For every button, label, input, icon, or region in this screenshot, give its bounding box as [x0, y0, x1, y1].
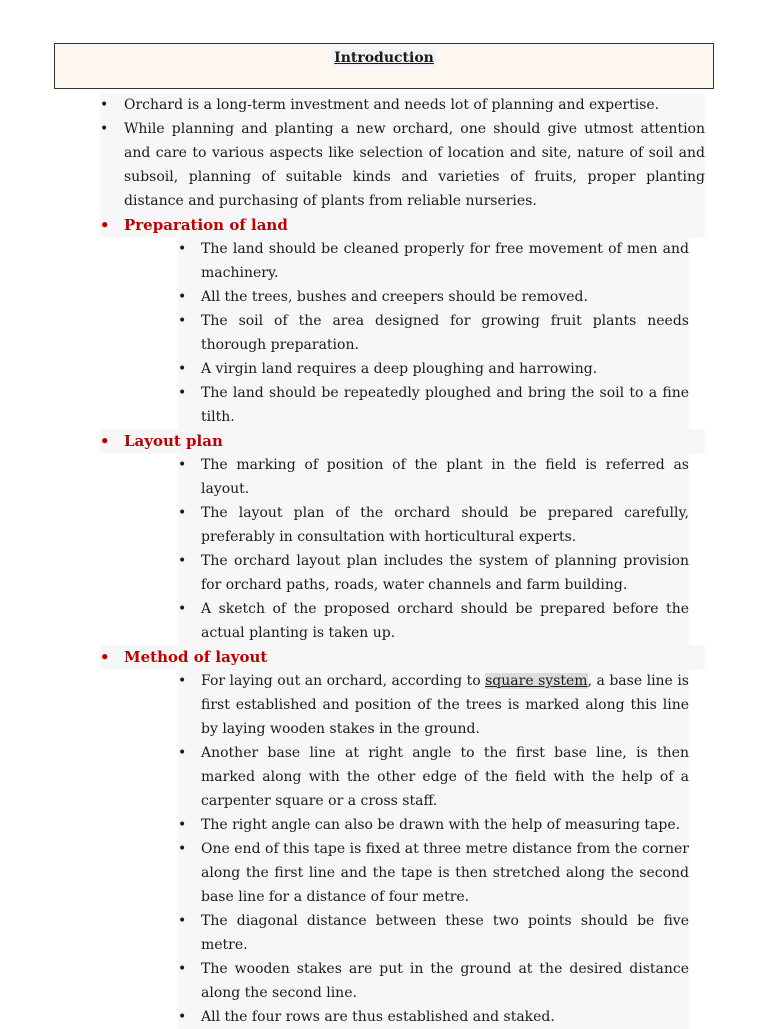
list-item-text: Another base line at right angle to the first base line, is then marked along with the other edge of the field with the help of a carpenter square or a cross staff.	[201, 745, 689, 809]
list-item-text: The orchard layout plan includes the system of planning provision for orchard paths, roads, water channels and farm building.	[201, 553, 689, 593]
list-item-text: The layout plan of the orchard should be prepared carefully, preferably in consultation with horticultural experts.	[201, 505, 689, 545]
bullet-icon: •	[178, 289, 187, 305]
bullet-icon: •	[178, 457, 187, 473]
bullet-icon: •	[178, 361, 187, 377]
section-heading-text: Layout plan	[124, 432, 223, 450]
section-heading-text: Method of layout	[124, 648, 268, 666]
list-item	[178, 957, 689, 1005]
intro-item-1-text: Orchard is a long-term investment and needs lot of planning and expertise.	[124, 97, 660, 113]
list-item	[178, 813, 689, 837]
list-item	[178, 501, 689, 549]
intro-item-2	[100, 117, 705, 213]
list-item-text: The marking of position of the plant in the field is referred as layout.	[201, 457, 689, 497]
list-item	[178, 741, 689, 813]
bullet-icon: •	[178, 505, 187, 521]
section-heading-text: Preparation of land	[124, 216, 288, 234]
bullet-icon: •	[100, 97, 109, 113]
bullet-icon: •	[100, 121, 109, 137]
intro-item-1	[100, 93, 705, 117]
title-label: Introduction	[334, 50, 434, 66]
list-item-text: The land should be cleaned properly for free movement of men and machinery.	[201, 241, 689, 281]
list-item-text-pre: For laying out an orchard, according to	[201, 673, 486, 689]
bullet-icon: •	[178, 601, 187, 617]
list-item	[178, 597, 689, 645]
highlighted-term: square system	[485, 673, 588, 689]
bullet-icon: •	[100, 432, 110, 450]
list-item	[178, 453, 689, 501]
section-heading-preparation	[100, 213, 705, 237]
list-item	[178, 669, 689, 741]
list-item-text: The wooden stakes are put in the ground at the desired distance along the second line.	[201, 961, 689, 1001]
bullet-icon: •	[178, 913, 187, 929]
list-item	[178, 381, 689, 429]
bullet-icon: •	[178, 1009, 187, 1025]
list-item-text-post: , a base line is first established and position of the trees is marked along this line by laying wooden stakes in the ground.	[201, 673, 689, 737]
list-item	[178, 549, 689, 597]
list-item	[178, 1005, 689, 1029]
bullet-icon: •	[178, 241, 187, 257]
bullet-icon: •	[100, 648, 110, 666]
section-heading-layout	[100, 429, 705, 453]
list-item	[178, 237, 689, 285]
bullet-icon: •	[178, 745, 187, 761]
intro-item-2-text: While planning and planting a new orchard, one should give utmost attention and care to various aspects like selection of location and site, nature of soil and subsoil, planning of suitable kinds and varieties of fruits, proper planting distance and purchasing of plants from reliable nurseries.	[124, 121, 705, 209]
list-item	[178, 309, 689, 357]
list-item-text: The right angle can also be drawn with the help of measuring tape.	[201, 817, 681, 833]
list-item	[178, 357, 689, 381]
bullet-icon: •	[178, 313, 187, 329]
bullet-icon: •	[178, 385, 187, 401]
list-item-text: The land should be repeatedly ploughed and bring the soil to a fine tilth.	[201, 385, 689, 425]
bullet-icon: •	[178, 553, 187, 569]
list-item-text: All the four rows are thus established and staked.	[201, 1009, 555, 1025]
section-heading-method	[100, 645, 705, 669]
list-item	[178, 285, 689, 309]
list-item-text: The soil of the area designed for growing fruit plants needs thorough preparation.	[201, 313, 689, 353]
bullet-icon: •	[178, 961, 187, 977]
bullet-icon: •	[178, 841, 187, 857]
document-body	[100, 93, 705, 1029]
bullet-icon: •	[100, 216, 110, 234]
list-item-text: All the trees, bushes and creepers should be removed.	[201, 289, 588, 305]
list-item	[178, 837, 689, 909]
list-item-text: The diagonal distance between these two points should be five metre.	[201, 913, 689, 953]
bullet-icon: •	[178, 673, 187, 689]
list-item-text: A sketch of the proposed orchard should be prepared before the actual planting is taken up.	[201, 601, 689, 641]
bullet-icon: •	[178, 817, 187, 833]
list-item-text: A virgin land requires a deep ploughing and harrowing.	[201, 361, 598, 377]
list-item	[178, 909, 689, 957]
page-title	[0, 50, 768, 66]
list-item-text: One end of this tape is fixed at three metre distance from the corner along the first line and the tape is then stretched along the second base line for a distance of four metre.	[201, 841, 689, 905]
